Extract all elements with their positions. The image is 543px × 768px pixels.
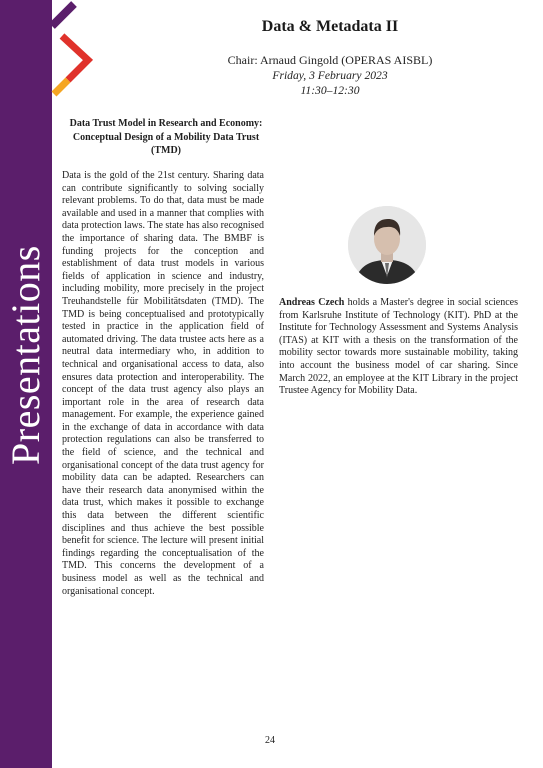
talk-abstract: Data is the gold of the 21st century. Sharing data can contribute significantly to solving socially relevant problems. To do that, data must be made available and used in a manner that complies with data protection laws. The state has also recognised the importance of sharing data. The BMBF is funding projects for the conception and establishment of data trust models in various fields of application in science and industry, including mobility, more precisely in the project Treuhandstelle für Mobilitätsdaten (TMD). The TMD is being conceptualised and prototypically tested in practice in the application field of automated driving. The data trustee acts here as a neutral data intermediary who, in addition to technical and organisational access to data, also ensures data protection and interoperability. The concept of the data trust agency also plays an important role in the area of research data management. For example, the experience gained in the exchange of data in accordance with data protection regulations can also be transferred to the field of science, and the technical and organisational concept of the data trust agency for mobility data can be adapted. Researchers can have their research data anonymised within the data trust, which makes it possible to exchange this data between the different scientific disciplines and thus achieve the best possible benefit for science. The lecture will present initial findings regarding the conceptualisation of the TMD. This concerns the development of a business model as well as the technical and organisational concept. [62,170,264,597]
session-title: Data & Metadata II [261,18,399,35]
session-chair: Chair: Arnaud Gingold (OPERAS AISBL) [227,53,433,67]
speaker-bio-text: holds a Master's degree in social sciences from Karlsruhe Institute of Technology (KIT). PhD at the Institute for Technology Assessment and Systems Analysis (ITAS) at KIT with a thesis on the transformation of the mobility sector towards more sustainable mobility, taking into account the business model of car sharing. Since March 2022, an employee at the KIT Library in the project Trustee Agency for Mobility Data. [279,297,518,397]
speaker-name: Andreas Czech [279,297,345,308]
talk-title: Data Trust Model in Research and Economy: Conceptual Design of a Mobility Data Trust (TMD) [69,118,263,156]
sidebar-label: Presentations [3,245,48,465]
session-time: 11:30–12:30 [300,84,360,97]
logo-yellow-stroke [54,80,68,94]
conference-logo [48,0,96,100]
speaker-portrait [348,206,426,284]
logo-red-stroke [62,36,88,80]
logo-purple-stroke [52,4,74,26]
sidebar [0,0,52,768]
session-date: Friday, 3 February 2023 [272,69,388,82]
speaker-bio [279,297,518,398]
page-number: 24 [265,735,275,746]
